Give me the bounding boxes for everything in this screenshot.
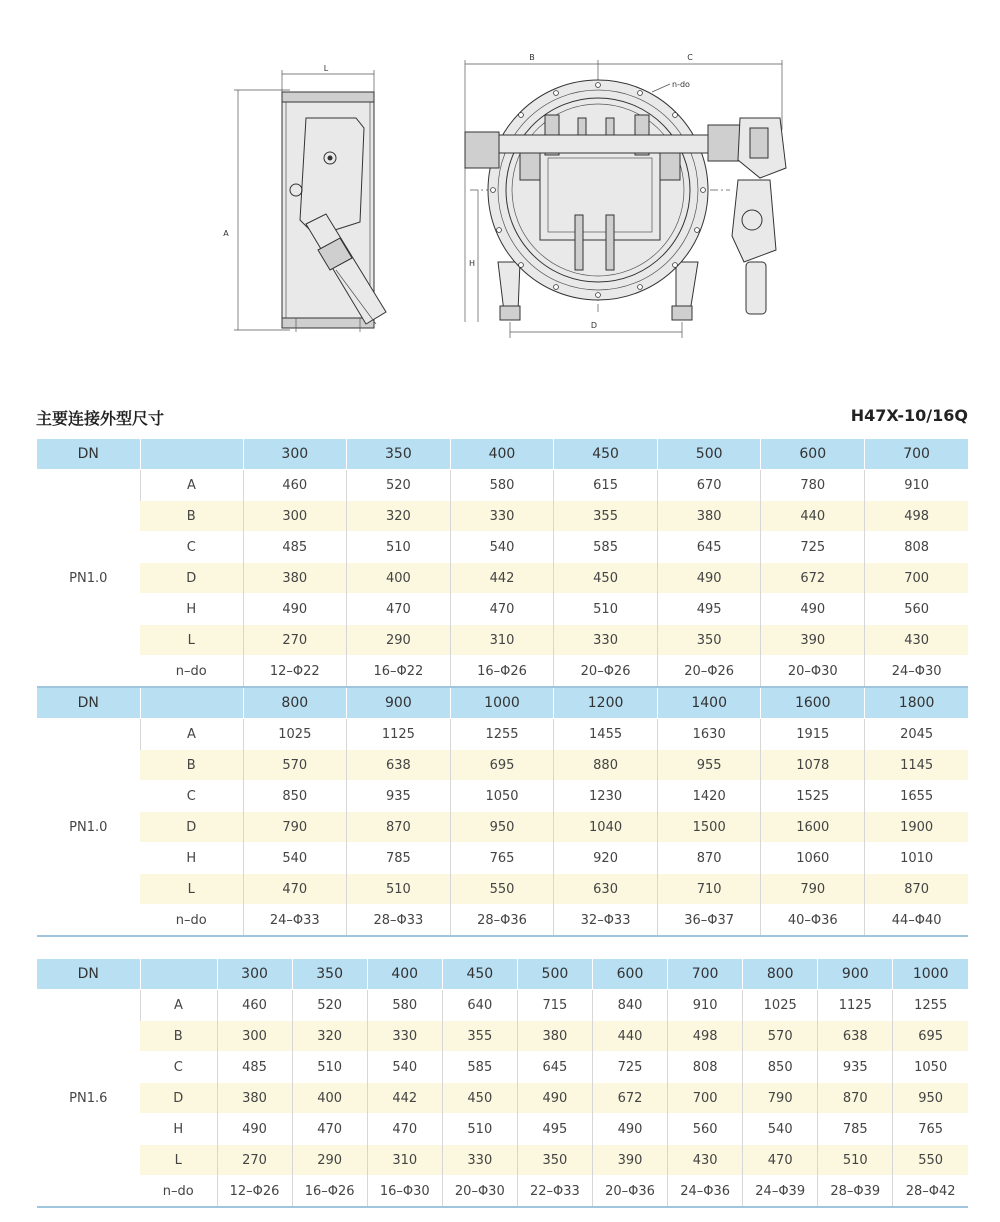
dim-label-H: H: [468, 259, 476, 268]
cell-value: 935: [818, 1052, 893, 1083]
cell-value: 670: [657, 470, 761, 501]
cell-value: 765: [893, 1114, 968, 1145]
param-label: n–do: [140, 1176, 217, 1208]
cell-value: 470: [243, 874, 347, 905]
cell-value: 498: [668, 1021, 743, 1052]
cell-value: 495: [657, 594, 761, 625]
cell-value: 540: [743, 1114, 818, 1145]
cell-value: 645: [657, 532, 761, 563]
cell-value: 1230: [554, 781, 658, 812]
cell-value: 780: [761, 470, 865, 501]
dn-value: 500: [517, 959, 592, 990]
section-title: 主要连接外型尺寸: [36, 409, 165, 428]
cell-value: 1455: [554, 719, 658, 750]
cell-value: 870: [657, 843, 761, 874]
table-row: [37, 1176, 968, 1208]
cell-value: 672: [761, 563, 865, 594]
cell-value: 310: [450, 625, 554, 656]
cell-value: 700: [865, 563, 969, 594]
cell-value: 28–Φ36: [450, 905, 554, 937]
cell-value: 355: [554, 501, 658, 532]
cell-value: 330: [367, 1021, 442, 1052]
cell-value: 645: [517, 1052, 592, 1083]
cell-value: 440: [761, 501, 865, 532]
cell-value: 300: [217, 1021, 292, 1052]
cell-value: 1125: [347, 719, 451, 750]
table-row: [37, 625, 968, 656]
cell-value: 725: [761, 532, 865, 563]
dn-value: 350: [292, 959, 367, 990]
dn-label: DN: [37, 439, 140, 470]
table-row: [37, 594, 968, 625]
dn-value: 1800: [865, 687, 969, 719]
dn-value: 600: [592, 959, 667, 990]
cell-value: 310: [367, 1145, 442, 1176]
table-row: [37, 990, 968, 1021]
cell-value: 1060: [761, 843, 865, 874]
cell-value: 615: [554, 470, 658, 501]
cell-value: 12–Φ26: [217, 1176, 292, 1208]
table-row: [37, 1021, 968, 1052]
cell-value: 765: [450, 843, 554, 874]
cell-value: 400: [292, 1083, 367, 1114]
cell-value: 935: [347, 781, 451, 812]
cell-value: 638: [347, 750, 451, 781]
table-row: [37, 1083, 968, 1114]
cell-value: 880: [554, 750, 658, 781]
param-label: H: [140, 843, 243, 874]
dn-value: 800: [243, 687, 347, 719]
param-label: H: [140, 594, 243, 625]
table-row: [37, 843, 968, 874]
dn-value: 400: [367, 959, 442, 990]
table-row: [37, 1145, 968, 1176]
cell-value: 28–Φ42: [893, 1176, 968, 1208]
table-row: [37, 501, 968, 532]
dim-label-B: B: [529, 53, 535, 62]
cell-value: 380: [657, 501, 761, 532]
cell-value: 510: [347, 532, 451, 563]
dn-value: 600: [761, 439, 865, 470]
dn-value: 350: [347, 439, 451, 470]
cell-value: 1010: [865, 843, 969, 874]
cell-value: 1078: [761, 750, 865, 781]
cell-value: 910: [668, 990, 743, 1021]
cell-value: 320: [292, 1021, 367, 1052]
cell-value: 495: [517, 1114, 592, 1145]
cell-value: 380: [517, 1021, 592, 1052]
cell-value: 1025: [243, 719, 347, 750]
cell-value: 695: [893, 1021, 968, 1052]
cell-value: 1420: [657, 781, 761, 812]
cell-value: 290: [292, 1145, 367, 1176]
cell-value: 1630: [657, 719, 761, 750]
param-label: A: [140, 470, 243, 501]
dimension-table-pn16-body: [37, 959, 968, 1208]
dimension-table-pn10: [37, 438, 968, 937]
valve-technical-drawing: [0, 0, 1000, 400]
cell-value: 485: [217, 1052, 292, 1083]
cell-value: 638: [818, 1021, 893, 1052]
dn-value: 1400: [657, 687, 761, 719]
cell-value: 36–Φ37: [657, 905, 761, 937]
cell-value: 570: [743, 1021, 818, 1052]
table-row: [37, 750, 968, 781]
cell-value: 270: [217, 1145, 292, 1176]
table-row: [37, 719, 968, 750]
param-label: B: [140, 750, 243, 781]
cell-value: 330: [450, 501, 554, 532]
cell-value: 808: [865, 532, 969, 563]
cell-value: 470: [743, 1145, 818, 1176]
cell-value: 40–Φ36: [761, 905, 865, 937]
cell-value: 950: [450, 812, 554, 843]
cell-value: 700: [668, 1083, 743, 1114]
param-label: A: [140, 990, 217, 1021]
cell-value: 390: [592, 1145, 667, 1176]
cell-value: 470: [347, 594, 451, 625]
cell-value: 510: [347, 874, 451, 905]
dimension-table-pn16: [37, 958, 968, 1208]
cell-value: 790: [761, 874, 865, 905]
cell-value: 1050: [450, 781, 554, 812]
cell-value: 16–Φ22: [347, 656, 451, 688]
cell-value: 540: [243, 843, 347, 874]
cell-value: 28–Φ39: [818, 1176, 893, 1208]
cell-value: 510: [442, 1114, 517, 1145]
cell-value: 380: [217, 1083, 292, 1114]
dn-value: 700: [865, 439, 969, 470]
table-row: [37, 1052, 968, 1083]
cell-value: 498: [865, 501, 969, 532]
cell-value: 1025: [743, 990, 818, 1021]
param-label: H: [140, 1114, 217, 1145]
cell-value: 1255: [450, 719, 554, 750]
cell-value: 520: [292, 990, 367, 1021]
dn-value: 900: [818, 959, 893, 990]
front-view: [465, 53, 786, 338]
cell-value: 1600: [761, 812, 865, 843]
dn-label: DN: [37, 687, 140, 719]
cell-value: 510: [292, 1052, 367, 1083]
dn-header-row: [37, 959, 968, 990]
param-label: A: [140, 719, 243, 750]
param-label: D: [140, 563, 243, 594]
cell-value: 300: [243, 501, 347, 532]
cell-value: 20–Φ30: [761, 656, 865, 688]
cell-value: 24–Φ33: [243, 905, 347, 937]
cell-value: 840: [592, 990, 667, 1021]
cell-value: 1500: [657, 812, 761, 843]
cell-value: 870: [865, 874, 969, 905]
cell-value: 1040: [554, 812, 658, 843]
dim-label-C: C: [687, 53, 693, 62]
dim-label-L: L: [323, 64, 329, 73]
cell-value: 24–Φ39: [743, 1176, 818, 1208]
cell-value: 442: [367, 1083, 442, 1114]
cell-value: 510: [818, 1145, 893, 1176]
dn-value: 1000: [450, 687, 554, 719]
param-label: C: [140, 1052, 217, 1083]
cell-value: 2045: [865, 719, 969, 750]
cell-value: 24–Φ30: [865, 656, 969, 688]
cell-value: 808: [668, 1052, 743, 1083]
dn-header-spacer: [140, 439, 243, 470]
cell-value: 950: [893, 1083, 968, 1114]
cell-value: 850: [243, 781, 347, 812]
cell-value: 570: [243, 750, 347, 781]
cell-value: 20–Φ26: [554, 656, 658, 688]
model-number: H47X-10/16Q: [850, 406, 968, 425]
cell-value: 22–Φ33: [517, 1176, 592, 1208]
table-row: [37, 905, 968, 937]
table-row: [37, 781, 968, 812]
cell-value: 850: [743, 1052, 818, 1083]
table-row: [37, 470, 968, 501]
cell-value: 1145: [865, 750, 969, 781]
cell-value: 785: [818, 1114, 893, 1145]
dn-header-row: [37, 439, 968, 470]
cell-value: 510: [554, 594, 658, 625]
cell-value: 400: [347, 563, 451, 594]
cell-value: 1915: [761, 719, 865, 750]
cell-value: 16–Φ26: [292, 1176, 367, 1208]
cell-value: 44–Φ40: [865, 905, 969, 937]
cell-value: 540: [450, 532, 554, 563]
pressure-label: PN1.0: [37, 470, 140, 688]
dn-value: 300: [243, 439, 347, 470]
table-row: [37, 812, 968, 843]
param-label: n–do: [140, 656, 243, 688]
param-label: B: [140, 1021, 217, 1052]
dn-header-row: [37, 687, 968, 719]
cell-value: 490: [657, 563, 761, 594]
param-label: L: [140, 874, 243, 905]
dn-value: 1200: [554, 687, 658, 719]
cell-value: 430: [668, 1145, 743, 1176]
cell-value: 440: [592, 1021, 667, 1052]
cell-value: 1900: [865, 812, 969, 843]
pressure-label: PN1.0: [37, 719, 140, 937]
cell-value: 16–Φ26: [450, 656, 554, 688]
dn-value: 450: [554, 439, 658, 470]
cell-value: 20–Φ26: [657, 656, 761, 688]
dn-value: 500: [657, 439, 761, 470]
cell-value: 1050: [893, 1052, 968, 1083]
table-row: [37, 656, 968, 688]
cell-value: 28–Φ33: [347, 905, 451, 937]
cell-value: 695: [450, 750, 554, 781]
param-label: C: [140, 781, 243, 812]
param-label: L: [140, 1145, 217, 1176]
cell-value: 460: [243, 470, 347, 501]
cell-value: 490: [761, 594, 865, 625]
cell-value: 450: [554, 563, 658, 594]
table-row: [37, 563, 968, 594]
cell-value: 430: [865, 625, 969, 656]
cell-value: 1125: [818, 990, 893, 1021]
cell-value: 630: [554, 874, 658, 905]
cell-value: 870: [347, 812, 451, 843]
cell-value: 12–Φ22: [243, 656, 347, 688]
cell-value: 20–Φ36: [592, 1176, 667, 1208]
cell-value: 540: [367, 1052, 442, 1083]
cell-value: 910: [865, 470, 969, 501]
cell-value: 330: [442, 1145, 517, 1176]
cell-value: 920: [554, 843, 658, 874]
cell-value: 710: [657, 874, 761, 905]
cell-value: 490: [217, 1114, 292, 1145]
cell-value: 580: [450, 470, 554, 501]
cell-value: 16–Φ30: [367, 1176, 442, 1208]
cell-value: 470: [367, 1114, 442, 1145]
cell-value: 560: [865, 594, 969, 625]
dn-value: 1600: [761, 687, 865, 719]
param-label: D: [140, 1083, 217, 1114]
cell-value: 32–Φ33: [554, 905, 658, 937]
dn-value: 1000: [893, 959, 968, 990]
cell-value: 490: [517, 1083, 592, 1114]
cell-value: 470: [450, 594, 554, 625]
pressure-label: PN1.6: [37, 990, 140, 1208]
cell-value: 470: [292, 1114, 367, 1145]
cell-value: 550: [893, 1145, 968, 1176]
cell-value: 290: [347, 625, 451, 656]
cell-value: 580: [367, 990, 442, 1021]
cell-value: 585: [554, 532, 658, 563]
cell-value: 450: [442, 1083, 517, 1114]
cell-value: 24–Φ36: [668, 1176, 743, 1208]
dn-value: 700: [668, 959, 743, 990]
dn-header-spacer: [140, 959, 217, 990]
dn-header-spacer: [140, 687, 243, 719]
cell-value: 1525: [761, 781, 865, 812]
cell-value: 1255: [893, 990, 968, 1021]
cell-value: 442: [450, 563, 554, 594]
side-view: [223, 64, 386, 332]
table-row: [37, 532, 968, 563]
cell-value: 390: [761, 625, 865, 656]
cell-value: 350: [517, 1145, 592, 1176]
dimension-table-pn10-body: [37, 439, 968, 937]
cell-value: 725: [592, 1052, 667, 1083]
table-row: [37, 1114, 968, 1145]
cell-value: 672: [592, 1083, 667, 1114]
dn-value: 450: [442, 959, 517, 990]
table-row: [37, 874, 968, 905]
cell-value: 560: [668, 1114, 743, 1145]
dim-label-A: A: [223, 229, 229, 238]
cell-value: 350: [657, 625, 761, 656]
cell-value: 1655: [865, 781, 969, 812]
param-label: B: [140, 501, 243, 532]
cell-value: 270: [243, 625, 347, 656]
cell-value: 790: [743, 1083, 818, 1114]
param-label: n–do: [140, 905, 243, 937]
dn-label: DN: [37, 959, 140, 990]
cell-value: 460: [217, 990, 292, 1021]
dn-value: 800: [743, 959, 818, 990]
dim-label-D: D: [590, 321, 598, 330]
param-label: C: [140, 532, 243, 563]
cell-value: 955: [657, 750, 761, 781]
param-label: L: [140, 625, 243, 656]
cell-value: 485: [243, 532, 347, 563]
dn-value: 400: [450, 439, 554, 470]
cell-value: 640: [442, 990, 517, 1021]
dn-value: 300: [217, 959, 292, 990]
cell-value: 490: [592, 1114, 667, 1145]
cell-value: 320: [347, 501, 451, 532]
cell-value: 490: [243, 594, 347, 625]
cell-value: 550: [450, 874, 554, 905]
dn-value: 900: [347, 687, 451, 719]
param-label: D: [140, 812, 243, 843]
cell-value: 715: [517, 990, 592, 1021]
cell-value: 355: [442, 1021, 517, 1052]
cell-value: 20–Φ30: [442, 1176, 517, 1208]
cell-value: 330: [554, 625, 658, 656]
cell-value: 585: [442, 1052, 517, 1083]
cell-value: 520: [347, 470, 451, 501]
dim-label-ndo: n-do: [672, 80, 690, 89]
cell-value: 870: [818, 1083, 893, 1114]
cell-value: 380: [243, 563, 347, 594]
cell-value: 790: [243, 812, 347, 843]
cell-value: 785: [347, 843, 451, 874]
